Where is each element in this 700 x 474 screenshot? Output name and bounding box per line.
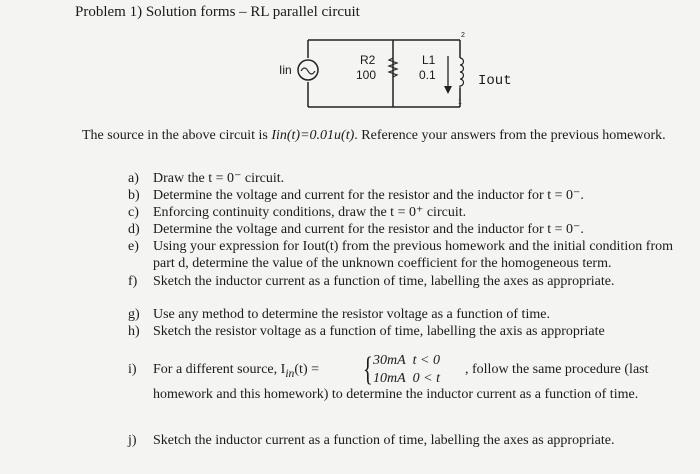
task-label: d): [128, 222, 140, 237]
task-label: g): [128, 307, 140, 322]
r2-value: 100: [356, 68, 377, 82]
task-i-subscript: in: [285, 366, 295, 380]
task-item-a: [128, 170, 673, 187]
intro-before: The source in the above circuit is: [82, 128, 272, 143]
task-i-post: , follow the same procedure (last: [465, 362, 649, 377]
source-label: Iin: [279, 63, 292, 77]
task-label: e): [128, 239, 139, 254]
case2-value: 10mA: [373, 371, 406, 386]
problem-intro: [82, 127, 672, 144]
task-text: Determine the voltage and current for the resistor and the inductor for t = 0⁻.: [153, 188, 584, 203]
intro-after: . Reference your answers from the previous homework.: [354, 128, 666, 143]
task-i-pre-tail: (t) =: [294, 362, 319, 377]
task-item-d: [128, 221, 673, 238]
task-text: Enforcing continuity conditions, draw the t = 0⁺ circuit.: [153, 205, 467, 220]
rl-circuit-diagram: [0, 0, 700, 130]
r2-name: R2: [360, 53, 376, 67]
task-i-intro: [153, 362, 319, 380]
task-item-f: [128, 273, 673, 290]
task-item-c: [128, 204, 673, 221]
node-bottom-label: 1: [458, 99, 462, 106]
task-text: Draw the t = 0⁻ circuit.: [153, 171, 285, 186]
task-item-h: [128, 323, 673, 340]
task-item-e: [128, 238, 673, 272]
l1-name: L1: [422, 53, 436, 67]
task-item-j: [128, 432, 673, 449]
task-text: Use any method to determine the resistor voltage as a function of time.: [153, 307, 550, 322]
task-text: Sketch the resistor voltage as a function of time, labelling the axis as appropriate: [153, 324, 605, 339]
node-top-label: 2: [461, 32, 465, 39]
task-i-line2: homework and this homework) to determine the inductor current as a function of time.: [153, 387, 639, 402]
task-label: j): [128, 433, 137, 448]
inductor-l1-symbol: [460, 58, 464, 88]
case2-condition: 0 < t: [412, 371, 441, 386]
l1-value: 0.1: [419, 68, 436, 82]
case1-value: 30mA: [373, 353, 406, 368]
piecewise-brace: {: [363, 351, 373, 388]
problem-title: Problem 1) Solution forms – RL parallel circuit: [75, 4, 360, 20]
iout-arrow-head: [444, 86, 452, 94]
task-item-g: [128, 306, 673, 323]
task-label: h): [128, 324, 140, 339]
task-label: c): [128, 205, 139, 220]
task-text: Sketch the inductor current as a function of time, labelling the axes as appropriate.: [153, 274, 615, 289]
intro-source-expression: Iin(t)=0.01u(t): [271, 128, 355, 143]
task-text: Using your expression for Iout(t) from the previous homework and the initial condition from part d, determine the value of the unknown coefficient for the homogeneous term.: [153, 239, 673, 271]
task-text: Determine the voltage and current for the resistor and the inductor for t = 0⁻.: [153, 222, 584, 237]
task-label: i): [128, 362, 137, 377]
task-item-b: [128, 187, 673, 204]
task-label: b): [128, 188, 140, 203]
piecewise-case-2: [373, 371, 440, 387]
task-label: a): [128, 171, 139, 186]
task-text: Sketch the inductor current as a function of time, labelling the axes as appropriate.: [153, 433, 615, 448]
case1-condition: t < 0: [412, 353, 441, 368]
task-i-pre: For a different source, I: [153, 362, 286, 377]
task-label: f): [128, 274, 138, 289]
piecewise-case-1: [373, 353, 440, 369]
iout-label: Iout: [478, 73, 512, 89]
